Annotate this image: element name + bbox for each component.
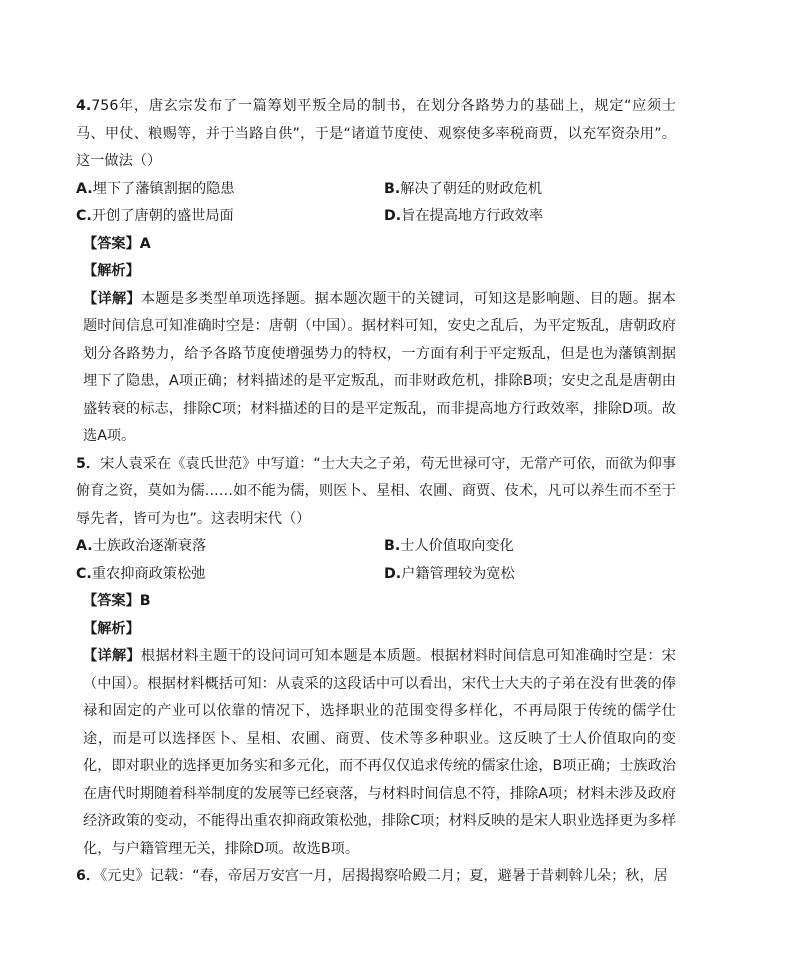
question-stem <box>76 451 676 534</box>
question-number: 6． <box>76 868 101 884</box>
question-stem <box>76 93 676 176</box>
option-b: B.解决了朝廷的财政危机 <box>384 180 543 197</box>
analysis-line: 【解析】 <box>83 263 140 279</box>
answer-line: 【答案】B <box>83 593 151 609</box>
options-grid <box>76 176 676 231</box>
option-a: A.埋下了藩镇割据的隐患 <box>76 180 235 197</box>
option-d: D.旨在提高地方行政效率 <box>384 208 544 224</box>
question-text: 宋人袁采在《袁氏世范》中写道：“士大夫之子弟，苟无世禄可守，无常产可依，而欲为仰事俯育之资，莫如为儒……如不能为儒，则医卜、星相、农圃、商贾、伎术，凡可以养生而不至于辱先者，皆可为也”。这表明宋代（） <box>76 455 677 527</box>
options-grid <box>76 533 676 588</box>
question-6 <box>76 863 676 891</box>
question-text: 《元史》记载：“春，帝居万安宫一月，居揭揭察哈殿二月；夏，避暑于昔刺斡儿朵；秋，居 <box>100 868 668 884</box>
answer-line: 【答案】A <box>83 235 151 252</box>
question-number: 5． <box>76 455 101 472</box>
document-content <box>76 93 676 891</box>
question-text: 756年，唐玄宗发布了一篇筹划平叛全局的制书，在划分各路势力的基础上，规定“应须士马、甲仗、粮赐等，并于当路自供”，于是“诸道节度使、观察使多率税商贾，以充军资杂用”。这一做法（） <box>76 98 676 169</box>
question-stem <box>76 863 676 891</box>
option-c: C.开创了唐朝的盛世局面 <box>76 208 234 224</box>
question-number: 4. <box>76 98 92 114</box>
detail-paragraph: 【详解】根据材料主题干的设问词可知本题是本质题。根据材料时间信息可知准确时空是：宋（中国）。根据材料概括可知：从袁采的这段话中可以看出，宋代士大夫的子弟在没有世袭的俸禄和固定的产业可以依靠的情况下，选择职业的范围变得多样化，不再局限于传统的儒学仕途，而是可以选择医卜、星相、农圃、商贾、伎术等多种职业。这反映了士人价值取向的变化，即对职业的选择更加务实和多元化，而不再仅仅追求传统的儒家仕途，B项正确；士族政治在唐代时期随着科举制度的发展等已经衰落，与材料时间信息不符，排除A项；材料未涉及政府经济政策的变动，不能得出重农抑商政策松弛，排除C项；材料反映的是宋人职业选择更为多样化，与户籍管理无关，排除D项。故选B项。 <box>83 648 676 857</box>
answer-value: A <box>139 235 151 252</box>
option-c: C.重农抑商政策松弛 <box>76 565 206 582</box>
answer-value: B <box>139 593 151 609</box>
detail-paragraph: 【详解】本题是多类型单项选择题。据本题次题干的关键词，可知这是影响题、目的题。据本题时间信息可知准确时空是：唐朝（中国）。据材料可知，安史之乱后，为平定叛乱，唐朝政府划分各路势力，给予各路节度使增强势力的特权，一方面有利于平定叛乱，但是也为藩镇割据埋下了隐患，A项正确；材料描述的是平定叛乱，而非财政危机，排除B项；安史之乱是唐朝由盛转衰的标志，排除C项；材料描述的目的是平定叛乱，而非提高地方行政效率，排除D项。故选A项。 <box>83 290 676 444</box>
question-5 <box>76 451 676 864</box>
analysis-line: 【解析】 <box>83 620 140 637</box>
option-a: A.士族政治逐渐衰落 <box>76 538 207 554</box>
option-b: B.士人价值取向变化 <box>384 538 514 554</box>
question-4 <box>76 93 676 451</box>
option-d: D.户籍管理较为宽松 <box>384 565 515 582</box>
